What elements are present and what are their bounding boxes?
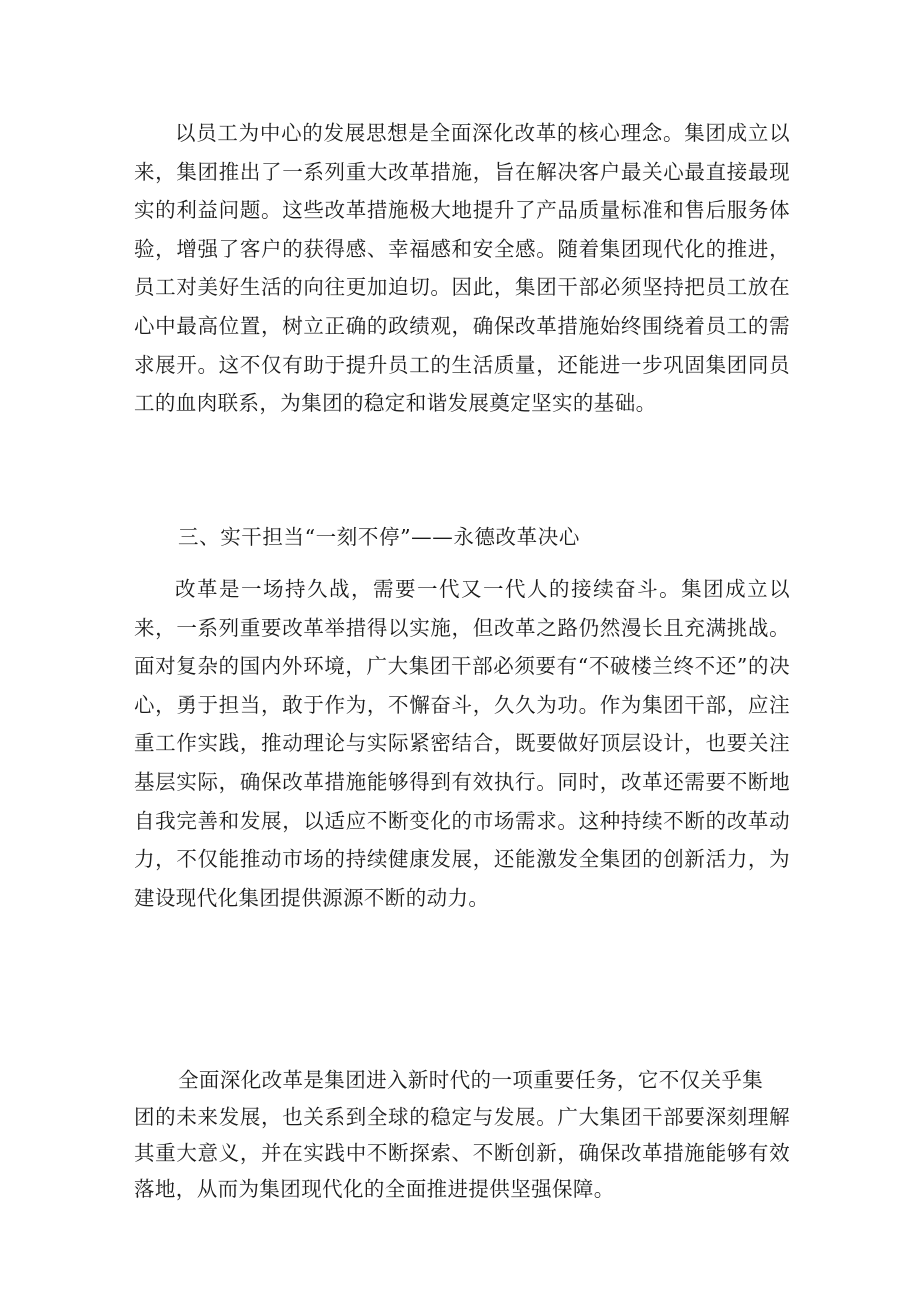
paragraph-reform-long-battle: 改革是一场持久战，需要一代又一代人的接续奋斗。集团成立以来，一系列重要改革举措得以实施，但改革之路仍然漫长且充满挑战。面对复杂的国内外环境，广大集团干部必须要有“不破楼兰终不还”的决心，勇于担当，敢于作为，不懈奋斗，久久为功。作为集团干部，应注重工作实践，推动理论与实际紧密结合，既要做好顶层设计，也要关注基层实际，确保改革措施能够得到有效执行。同时，改革还需要不断地自我完善和发展，以适应不断变化的市场需求。这种持续不断的改革动力，不仅能推动市场的持续健康发展，还能激发全集团的创新活力，为建设现代化集团提供源源不断的动力。: [134, 577, 790, 910]
section-heading: 三、实干担当“一刻不停”——永德改革决心: [178, 525, 580, 549]
paragraph-people-centered: 以员工为中心的发展思想是全面深化改革的核心理念。集团成立以来，集团推出了一系列重大改革措施，旨在解决客户最关心最直接最现实的利益问题。这些改革措施极大地提升了产品质量标准和售后服务体验，增强了客户的获得感、幸福感和安全感。随着集团现代化的推进，员工对美好生活的向往更加迫切。因此，集团干部必须坚持把员工放在心中最高位置，树立正确的政绩观，确保改革措施始终围绕着员工的需求展开。这不仅有助于提升员工的生活质量，还能进一步巩固集团同员工的血肉联系，为集团的稳定和谐发展奠定坚实的基础。: [134, 121, 790, 416]
paragraph-conclusion-first-line: 全面深化改革是集团进入新时代的一项重要任务，它不仅关乎集: [178, 1068, 764, 1092]
paragraph-conclusion-rest: 团的未来发展，也关系到全球的稳定与发展。广大集团干部要深刻理解其重大意义，并在实践中不断探索、不断创新，确保改革措施能够有效落地，从而为集团现代化的全面推进提供坚强保障。: [134, 1105, 790, 1201]
